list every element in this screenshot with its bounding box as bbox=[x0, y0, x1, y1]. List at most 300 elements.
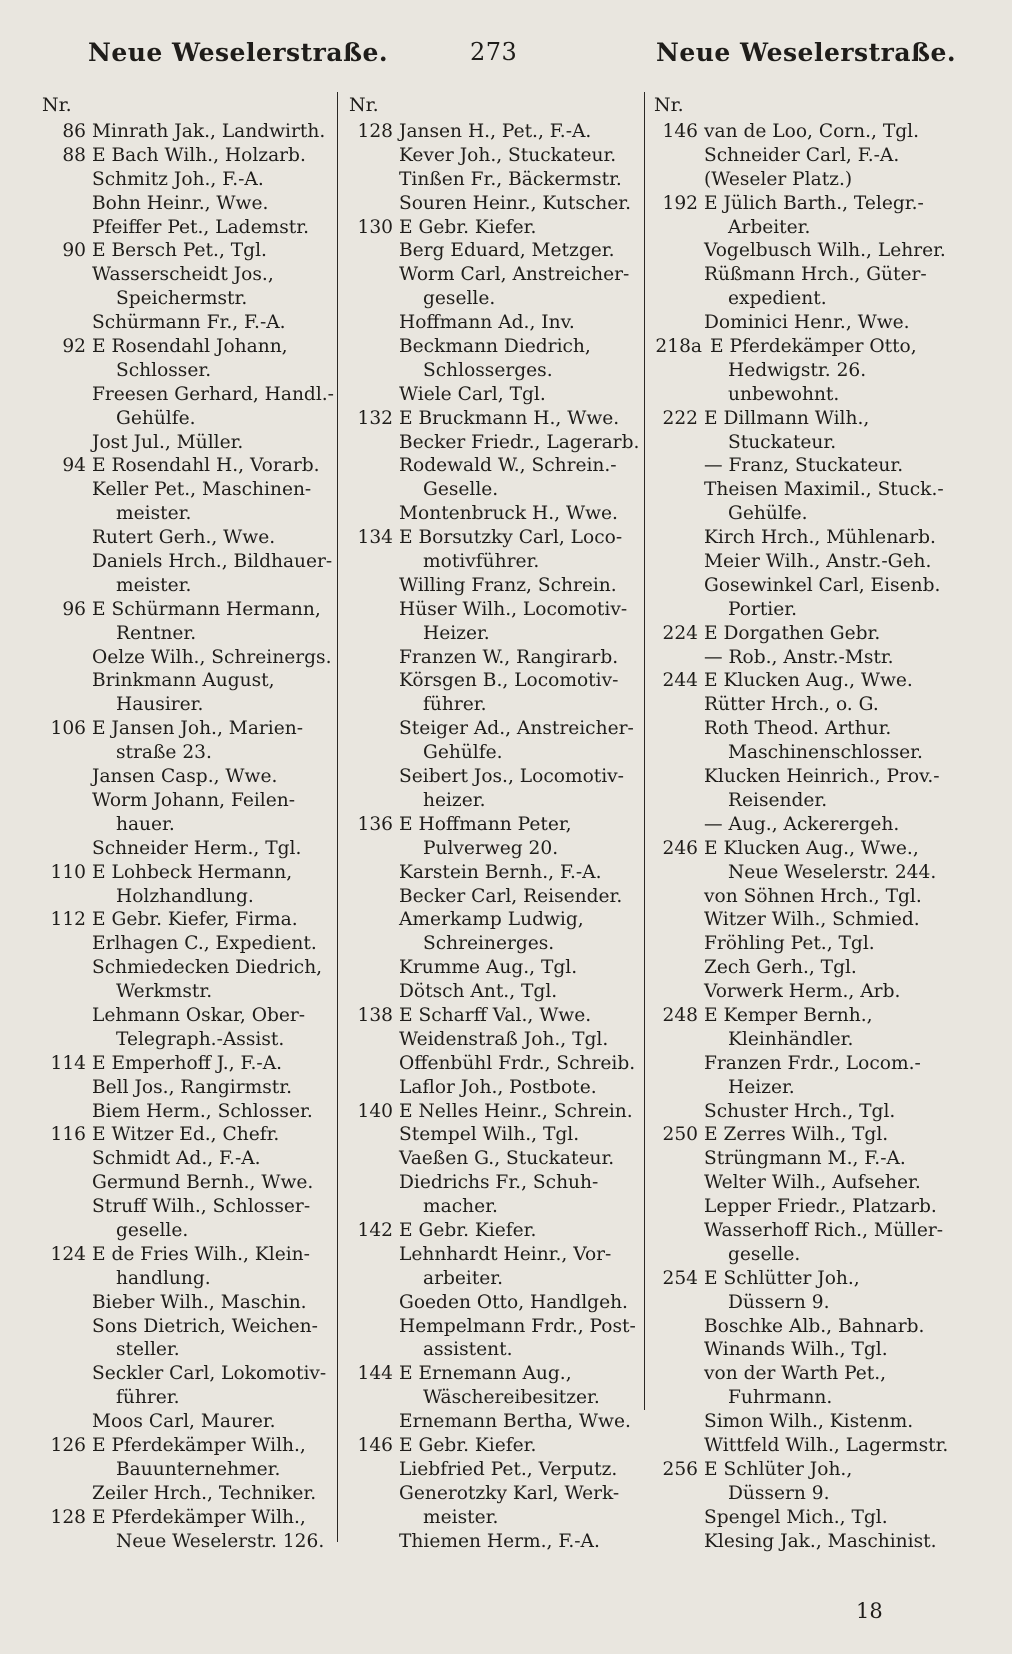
directory-line bbox=[40, 980, 340, 1004]
directory-line bbox=[347, 216, 642, 240]
directory-line bbox=[347, 1100, 642, 1124]
resident-entry: E Dorgathen Gebr. bbox=[704, 622, 881, 644]
directory-line bbox=[40, 693, 340, 717]
resident-entry: Wittfeld Wilh., Lagermstr. bbox=[704, 1434, 949, 1456]
directory-line bbox=[347, 1028, 642, 1052]
directory-line bbox=[347, 311, 642, 335]
house-number: 130 bbox=[357, 216, 393, 238]
resident-entry: Tinßen Fr., Bäckermstr. bbox=[399, 168, 622, 190]
directory-line bbox=[40, 717, 340, 741]
resident-entry: Seckler Carl, Lokomotiv- bbox=[92, 1363, 327, 1385]
resident-entry: Franzen W., Rangirarb. bbox=[399, 646, 619, 668]
resident-entry: Seibert Jos., Locomotiv- bbox=[399, 766, 624, 788]
resident-entry: Bauunternehmer. bbox=[116, 1458, 281, 1480]
house-number: 114 bbox=[50, 1052, 86, 1074]
column-3 bbox=[652, 90, 952, 1553]
directory-line bbox=[347, 693, 642, 717]
resident-entry: Hoffmann Ad., Inv. bbox=[399, 312, 575, 334]
resident-entry: hauer. bbox=[116, 813, 175, 835]
resident-entry: Wiele Carl, Tgl. bbox=[399, 383, 546, 405]
resident-entry: Rütter Hrch., o. G. bbox=[704, 694, 879, 716]
resident-entry: Lehmann Oskar, Ober- bbox=[92, 1004, 306, 1026]
house-number: 128 bbox=[357, 121, 393, 142]
house-number: 192 bbox=[662, 192, 698, 214]
directory-line bbox=[652, 861, 952, 885]
resident-entry: Worm Carl, Anstreicher- bbox=[399, 264, 630, 286]
directory-line bbox=[652, 693, 952, 717]
directory-line bbox=[347, 1386, 642, 1410]
house-number: 128 bbox=[50, 1506, 86, 1528]
column-rule-2 bbox=[644, 92, 645, 1410]
resident-entry: E Ernemann Aug., bbox=[399, 1363, 572, 1385]
house-number: 218a bbox=[655, 336, 702, 358]
directory-line bbox=[40, 216, 340, 240]
resident-entry: Rentner. bbox=[116, 622, 197, 644]
directory-line bbox=[652, 1076, 952, 1100]
directory-line bbox=[40, 502, 340, 526]
directory-line bbox=[40, 168, 340, 192]
resident-entry: Schürmann Fr., F.-A. bbox=[92, 312, 286, 334]
directory-line bbox=[40, 1338, 340, 1362]
directory-line bbox=[347, 1506, 642, 1530]
directory-line bbox=[652, 478, 952, 502]
resident-entry: Stempel Wilh., Tgl. bbox=[399, 1124, 580, 1146]
resident-entry: Welter Wilh., Aufseher. bbox=[704, 1172, 921, 1194]
resident-entry: meister. bbox=[116, 574, 192, 596]
resident-entry: — Rob., Anstr.-Mstr. bbox=[704, 646, 894, 668]
directory-line bbox=[347, 717, 642, 741]
resident-entry: E Kemper Bernh., bbox=[704, 1004, 873, 1026]
house-number: 112 bbox=[50, 909, 86, 931]
house-number: 248 bbox=[662, 1004, 698, 1026]
resident-entry: meister. bbox=[423, 1506, 499, 1528]
directory-line bbox=[347, 1458, 642, 1482]
resident-entry: E Witzer Ed., Chefr. bbox=[92, 1124, 280, 1146]
resident-entry: Schuster Hrch., Tgl. bbox=[704, 1100, 896, 1122]
directory-line bbox=[40, 263, 340, 287]
directory-line bbox=[652, 1386, 952, 1410]
resident-entry: Portier. bbox=[728, 598, 798, 620]
directory-line bbox=[40, 813, 340, 837]
house-number: 134 bbox=[357, 527, 393, 549]
resident-entry: Schlosser. bbox=[116, 359, 212, 381]
resident-entry: E Gebr. Kiefer, Firma. bbox=[92, 909, 298, 931]
resident-entry: E Gebr. Kiefer. bbox=[399, 1434, 537, 1456]
resident-entry: Kever Joh., Stuckateur. bbox=[399, 144, 617, 166]
resident-entry: Daniels Hrch., Bildhauer- bbox=[92, 551, 333, 573]
resident-entry: Klesing Jak., Maschinist. bbox=[704, 1530, 937, 1552]
resident-entry: E Klucken Aug., Wwe., bbox=[704, 837, 919, 859]
directory-line bbox=[347, 1267, 642, 1291]
directory-line bbox=[652, 550, 952, 574]
resident-entry: Weidenstraß Joh., Tgl. bbox=[399, 1028, 609, 1050]
directory-line bbox=[40, 287, 340, 311]
directory-line bbox=[347, 885, 642, 909]
directory-line bbox=[652, 335, 952, 359]
directory-line bbox=[347, 263, 642, 287]
house-number: 126 bbox=[50, 1434, 86, 1456]
directory-line bbox=[347, 1291, 642, 1315]
house-number: 224 bbox=[662, 622, 698, 644]
resident-entry: Düssern 9. bbox=[728, 1482, 830, 1504]
resident-entry: Zech Gerh., Tgl. bbox=[704, 957, 857, 979]
resident-entry: Arbeiter. bbox=[728, 216, 811, 238]
resident-entry: Steiger Ad., Anstreicher- bbox=[399, 718, 634, 740]
resident-entry: van de Loo, Corn., Tgl. bbox=[704, 121, 920, 142]
resident-entry: Thiemen Herm., F.-A. bbox=[399, 1530, 600, 1552]
directory-line bbox=[652, 646, 952, 670]
nr-column-label: Nr. bbox=[654, 94, 684, 116]
house-number: 92 bbox=[62, 336, 86, 358]
resident-entry: Dominici Henr., Wwe. bbox=[704, 312, 910, 334]
directory-line bbox=[652, 383, 952, 407]
directory-line bbox=[652, 813, 952, 837]
directory-line bbox=[40, 932, 340, 956]
resident-entry: Hüser Wilh., Locomotiv- bbox=[399, 598, 628, 620]
resident-entry: Fröhling Pet., Tgl. bbox=[704, 933, 875, 955]
directory-line bbox=[40, 550, 340, 574]
resident-entry: Pfeiffer Pet., Lademstr. bbox=[92, 216, 309, 238]
directory-line bbox=[347, 1434, 642, 1458]
directory-line bbox=[347, 669, 642, 693]
directory-line bbox=[40, 1100, 340, 1124]
directory-line bbox=[347, 526, 642, 550]
resident-entry: E Dillmann Wilh., bbox=[704, 407, 870, 429]
resident-entry: unbewohnt. bbox=[728, 383, 840, 405]
directory-line bbox=[40, 1362, 340, 1386]
directory-line bbox=[347, 1530, 642, 1554]
directory-line bbox=[652, 932, 952, 956]
resident-entry: geselle. bbox=[728, 1243, 801, 1265]
resident-entry: Diedrichs Fr., Schuh- bbox=[399, 1172, 599, 1194]
directory-line bbox=[40, 144, 340, 168]
running-head-left: Neue Weselerstraße. bbox=[88, 38, 389, 67]
directory-line bbox=[652, 1434, 952, 1458]
directory-line bbox=[652, 526, 952, 550]
directory-line bbox=[347, 1147, 642, 1171]
directory-line bbox=[652, 1219, 952, 1243]
directory-line bbox=[40, 335, 340, 359]
directory-line bbox=[40, 311, 340, 335]
directory-line bbox=[652, 287, 952, 311]
house-number: 88 bbox=[62, 144, 86, 166]
resident-entry: Generotzky Karl, Werk- bbox=[399, 1482, 620, 1504]
resident-entry: Struff Wilh., Schlosser- bbox=[92, 1196, 311, 1218]
resident-entry: E Schlüter Joh., bbox=[704, 1458, 853, 1480]
resident-entry: von der Warth Pet., bbox=[704, 1363, 887, 1385]
resident-entry: E Schürmann Hermann, bbox=[92, 598, 321, 620]
resident-entry: Laflor Joh., Postbote. bbox=[399, 1076, 597, 1098]
directory-line bbox=[652, 598, 952, 622]
resident-entry: E Hoffmann Peter, bbox=[399, 813, 572, 835]
directory-line bbox=[652, 168, 952, 192]
resident-entry: Moos Carl, Maurer. bbox=[92, 1411, 276, 1433]
directory-line bbox=[347, 837, 642, 861]
directory-line bbox=[40, 383, 340, 407]
house-number: 106 bbox=[50, 718, 86, 740]
directory-line bbox=[652, 216, 952, 240]
directory-line bbox=[652, 120, 952, 144]
resident-entry: Schneider Carl, F.-A. bbox=[704, 144, 900, 166]
directory-line bbox=[652, 741, 952, 765]
resident-entry: arbeiter. bbox=[423, 1267, 504, 1289]
page-number: 273 bbox=[470, 38, 518, 66]
resident-entry: E Scharff Val., Wwe. bbox=[399, 1004, 592, 1026]
resident-entry: Pulverweg 20. bbox=[423, 837, 559, 859]
directory-line bbox=[40, 861, 340, 885]
directory-line bbox=[652, 1291, 952, 1315]
directory-line bbox=[347, 335, 642, 359]
resident-entry: Winands Wilh., Tgl. bbox=[704, 1339, 888, 1361]
directory-line bbox=[347, 1482, 642, 1506]
resident-entry: Lehnhardt Heinr., Vor- bbox=[399, 1243, 612, 1265]
resident-entry: Goeden Otto, Handlgeh. bbox=[399, 1291, 628, 1313]
resident-entry: Erlhagen C., Expedient. bbox=[92, 933, 317, 955]
house-number: 116 bbox=[50, 1124, 86, 1146]
directory-line bbox=[347, 478, 642, 502]
resident-entry: Schneider Herm., Tgl. bbox=[92, 837, 302, 859]
directory-line bbox=[40, 956, 340, 980]
resident-entry: handlung. bbox=[116, 1267, 211, 1289]
directory-line bbox=[40, 1243, 340, 1267]
resident-entry: E de Fries Wilh., Klein- bbox=[92, 1243, 310, 1265]
resident-entry: Stuckateur. bbox=[728, 431, 837, 453]
resident-entry: Kleinhändler. bbox=[728, 1028, 854, 1050]
resident-entry: (Weseler Platz.) bbox=[704, 168, 853, 190]
directory-line bbox=[40, 646, 340, 670]
directory-line bbox=[652, 502, 952, 526]
resident-entry: Hempelmann Frdr., Post- bbox=[399, 1315, 636, 1337]
resident-entry: E Gebr. Kiefer. bbox=[399, 216, 537, 238]
directory-line bbox=[40, 1482, 340, 1506]
directory-line bbox=[652, 1410, 952, 1434]
directory-line bbox=[652, 1362, 952, 1386]
directory-line bbox=[40, 526, 340, 550]
resident-entry: E Nelles Heinr., Schrein. bbox=[399, 1100, 633, 1122]
resident-entry: E Gebr. Kiefer. bbox=[399, 1219, 537, 1241]
directory-line bbox=[347, 1243, 642, 1267]
directory-line bbox=[40, 1291, 340, 1315]
directory-line bbox=[347, 861, 642, 885]
directory-line bbox=[40, 598, 340, 622]
resident-entry: Biem Herm., Schlosser. bbox=[92, 1100, 313, 1122]
resident-entry: E Jülich Barth., Telegr.- bbox=[704, 192, 924, 214]
resident-entry: Wasserhoff Rich., Müller- bbox=[704, 1219, 943, 1241]
house-number: 90 bbox=[62, 240, 86, 262]
resident-entry: — Aug., Ackerergeh. bbox=[704, 813, 900, 835]
resident-entry: Werkmstr. bbox=[116, 981, 213, 1003]
resident-entry: Hausirer. bbox=[116, 694, 204, 716]
directory-line bbox=[347, 789, 642, 813]
directory-line bbox=[40, 1458, 340, 1482]
resident-entry: Theisen Maximil., Stuck.- bbox=[704, 479, 944, 501]
house-number: 138 bbox=[357, 1004, 393, 1026]
resident-entry: Schreinerges. bbox=[423, 933, 555, 955]
resident-entry: geselle. bbox=[116, 1219, 189, 1241]
resident-entry: Gosewinkel Carl, Eisenb. bbox=[704, 574, 941, 596]
house-number: 86 bbox=[62, 121, 86, 142]
directory-line bbox=[40, 765, 340, 789]
directory-line bbox=[347, 407, 642, 431]
directory-line bbox=[347, 1195, 642, 1219]
resident-entry: Wäschereibesitzer. bbox=[423, 1387, 600, 1409]
directory-line bbox=[40, 454, 340, 478]
house-number: 142 bbox=[357, 1219, 393, 1241]
resident-entry: heizer. bbox=[423, 789, 486, 811]
directory-line bbox=[40, 1052, 340, 1076]
resident-entry: Wasserscheidt Jos., bbox=[92, 264, 274, 286]
directory-line bbox=[347, 287, 642, 311]
resident-entry: E Pferdekämper Wilh., bbox=[92, 1506, 306, 1528]
house-number: 94 bbox=[62, 455, 86, 477]
resident-entry: E Bersch Pet., Tgl. bbox=[92, 240, 267, 262]
resident-entry: Jost Jul., Müller. bbox=[92, 431, 244, 453]
directory-line bbox=[347, 598, 642, 622]
directory-line bbox=[347, 646, 642, 670]
directory-line bbox=[347, 383, 642, 407]
column-1 bbox=[40, 90, 340, 1553]
resident-entry: Souren Heinr., Kutscher. bbox=[399, 192, 632, 214]
directory-line bbox=[347, 1052, 642, 1076]
resident-entry: Bohn Heinr., Wwe. bbox=[92, 192, 269, 214]
directory-line bbox=[652, 765, 952, 789]
resident-entry: E Jansen Joh., Marien- bbox=[92, 718, 304, 740]
resident-entry: Lepper Friedr., Platzarb. bbox=[704, 1196, 937, 1218]
resident-entry: Montenbruck H., Wwe. bbox=[399, 503, 618, 525]
directory-line bbox=[652, 1267, 952, 1291]
resident-entry: führer. bbox=[116, 1387, 180, 1409]
directory-line bbox=[40, 1315, 340, 1339]
directory-line bbox=[40, 1028, 340, 1052]
resident-entry: Vaeßen G., Stuckateur. bbox=[399, 1148, 615, 1170]
directory-line bbox=[347, 1219, 642, 1243]
resident-entry: E Schlütter Joh., bbox=[704, 1267, 860, 1289]
directory-line bbox=[40, 1076, 340, 1100]
resident-entry: Schmitz Joh., F.-A. bbox=[92, 168, 264, 190]
resident-entry: Keller Pet., Maschinen- bbox=[92, 479, 312, 501]
resident-entry: Germund Bernh., Wwe. bbox=[92, 1172, 314, 1194]
resident-entry: Gehülfe. bbox=[423, 742, 503, 764]
directory-line bbox=[652, 144, 952, 168]
directory-line bbox=[40, 407, 340, 431]
resident-entry: Rutert Gerh., Wwe. bbox=[92, 527, 276, 549]
directory-line bbox=[347, 741, 642, 765]
resident-entry: E Emperhoff J., F.-A. bbox=[92, 1052, 283, 1074]
resident-entry: meister. bbox=[116, 503, 192, 525]
directory-line bbox=[347, 956, 642, 980]
resident-entry: Vorwerk Herm., Arb. bbox=[704, 981, 901, 1003]
resident-entry: führer. bbox=[423, 694, 487, 716]
directory-line bbox=[652, 1052, 952, 1076]
resident-entry: Brinkmann August, bbox=[92, 670, 275, 692]
resident-entry: Zeiler Hrch., Techniker. bbox=[92, 1482, 317, 1504]
directory-line bbox=[40, 1147, 340, 1171]
column-2 bbox=[347, 90, 642, 1553]
resident-entry: Sons Dietrich, Weichen- bbox=[92, 1315, 318, 1337]
directory-line bbox=[40, 359, 340, 383]
resident-entry: Neue Weselerstr. 244. bbox=[728, 861, 937, 883]
resident-entry: Meier Wilh., Anstr.-Geh. bbox=[704, 551, 932, 573]
directory-line bbox=[40, 478, 340, 502]
resident-entry: Heizer. bbox=[423, 622, 490, 644]
resident-entry: Vogelbusch Wilh., Lehrer. bbox=[704, 240, 946, 262]
directory-line bbox=[347, 908, 642, 932]
directory-line bbox=[652, 1004, 952, 1028]
directory-line bbox=[652, 1458, 952, 1482]
directory-line bbox=[652, 454, 952, 478]
directory-line bbox=[347, 765, 642, 789]
house-number: 96 bbox=[62, 598, 86, 620]
signature-mark: 18 bbox=[856, 1599, 883, 1623]
resident-entry: Reisender. bbox=[728, 789, 828, 811]
resident-entry: Kirch Hrch., Mühlenarb. bbox=[704, 527, 936, 549]
resident-entry: E Bruckmann H., Wwe. bbox=[399, 407, 620, 429]
directory-line bbox=[652, 885, 952, 909]
resident-entry: Klucken Heinrich., Prov.- bbox=[704, 766, 940, 788]
house-number: 246 bbox=[662, 837, 698, 859]
resident-entry: E Borsutzky Carl, Loco- bbox=[399, 527, 623, 549]
resident-entry: Worm Johann, Feilen- bbox=[92, 789, 295, 811]
resident-entry: Maschinenschlosser. bbox=[728, 742, 923, 764]
house-number: 140 bbox=[357, 1100, 393, 1122]
directory-line bbox=[652, 1530, 952, 1554]
directory-line bbox=[652, 192, 952, 216]
directory-line bbox=[40, 1195, 340, 1219]
directory-line bbox=[652, 359, 952, 383]
resident-entry: motivführer. bbox=[423, 551, 540, 573]
directory-line bbox=[40, 239, 340, 263]
directory-line bbox=[347, 1338, 642, 1362]
resident-entry: Rüßmann Hrch., Güter- bbox=[704, 264, 927, 286]
resident-entry: Oelze Wilh., Schreinergs. bbox=[92, 646, 332, 668]
directory-line bbox=[347, 574, 642, 598]
resident-entry: Minrath Jak., Landwirth. bbox=[92, 121, 326, 142]
resident-entry: Bell Jos., Rangirmstr. bbox=[92, 1076, 293, 1098]
directory-line bbox=[40, 1123, 340, 1147]
directory-line bbox=[652, 837, 952, 861]
resident-entry: Geselle. bbox=[423, 479, 499, 501]
directory-line bbox=[652, 908, 952, 932]
directory-line bbox=[40, 1506, 340, 1530]
house-number: 146 bbox=[357, 1434, 393, 1456]
directory-line bbox=[40, 431, 340, 455]
directory-line bbox=[40, 622, 340, 646]
resident-entry: Witzer Wilh., Schmied. bbox=[704, 909, 920, 931]
directory-line bbox=[347, 359, 642, 383]
directory-line bbox=[347, 1076, 642, 1100]
resident-entry: assistent. bbox=[423, 1339, 513, 1361]
nr-column-label: Nr. bbox=[42, 94, 72, 116]
house-number: 244 bbox=[662, 670, 698, 692]
directory-line bbox=[652, 431, 952, 455]
house-number: 146 bbox=[662, 121, 698, 142]
directory-line bbox=[652, 980, 952, 1004]
house-number: 222 bbox=[662, 407, 698, 429]
directory-line bbox=[347, 550, 642, 574]
resident-entry: Holzhandlung. bbox=[116, 885, 254, 907]
resident-entry: Roth Theod. Arthur. bbox=[704, 718, 892, 740]
house-number: 132 bbox=[357, 407, 393, 429]
resident-entry: — Franz, Stuckateur. bbox=[704, 455, 904, 477]
house-number: 124 bbox=[50, 1243, 86, 1265]
resident-entry: E Bach Wilh., Holzarb. bbox=[92, 144, 306, 166]
resident-entry: Körsgen B., Locomotiv- bbox=[399, 670, 619, 692]
directory-line bbox=[40, 669, 340, 693]
house-number: 144 bbox=[357, 1363, 393, 1385]
directory-line bbox=[40, 1530, 340, 1554]
running-head-right: Neue Weselerstraße. bbox=[656, 38, 957, 67]
resident-entry: Willing Franz, Schrein. bbox=[399, 574, 617, 596]
